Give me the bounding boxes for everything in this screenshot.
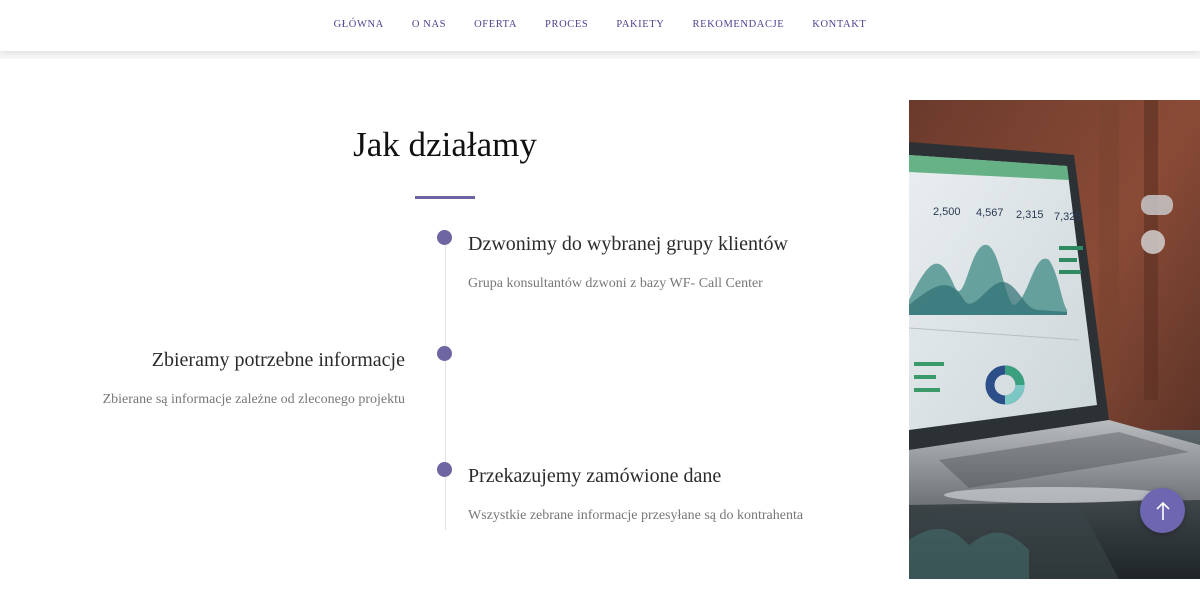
stat-2500: 2,500 — [933, 206, 961, 218]
step-1-title: Dzwonimy do wybranej grupy klientów — [468, 233, 788, 255]
nav-item-o-nas[interactable]: O NAS — [411, 19, 447, 30]
timeline-dot-1 — [437, 230, 452, 245]
arrow-up-icon — [1154, 500, 1172, 522]
step-2-title: Zbieramy potrzebne informacje — [151, 349, 405, 371]
scroll-to-top-button[interactable] — [1140, 488, 1185, 533]
nav-item-oferta[interactable]: OFERTA — [474, 19, 518, 30]
nav-item-proces[interactable]: PROCES — [545, 19, 589, 30]
timeline-line — [445, 237, 446, 530]
section-title: Jak działamy — [353, 125, 537, 164]
step-3-title: Przekazujemy zamówione dane — [468, 465, 722, 487]
step-2-description: Zbierane są informacje zależne od zleconego projektu — [102, 392, 405, 407]
nav-item-rekomendacje[interactable]: REKOMENDACJE — [692, 19, 785, 30]
title-underline — [415, 196, 475, 199]
nav-item-pakiety[interactable]: PAKIETY — [616, 19, 665, 30]
step-3-description: Wszystkie zebrane informacje przesyłane są do kontrahenta — [468, 508, 804, 523]
top-navbar — [0, 0, 1200, 51]
step-1-description: Grupa konsultantów dzwoni z bazy WF- Call Center — [468, 276, 763, 291]
stat-2315: 2,315 — [1016, 209, 1044, 221]
timeline-dot-2 — [437, 346, 452, 361]
nav-item-kontakt[interactable]: KONTAKT — [812, 19, 867, 30]
timeline-dot-3 — [437, 462, 452, 477]
stat-4567: 4,567 — [976, 207, 1004, 219]
stat-7325: 7,325 — [1054, 211, 1082, 223]
nav-menu — [0, 18, 1200, 32]
nav-item-glowna[interactable]: GŁÓWNA — [333, 19, 384, 30]
header-shadow-strip — [0, 51, 1200, 59]
